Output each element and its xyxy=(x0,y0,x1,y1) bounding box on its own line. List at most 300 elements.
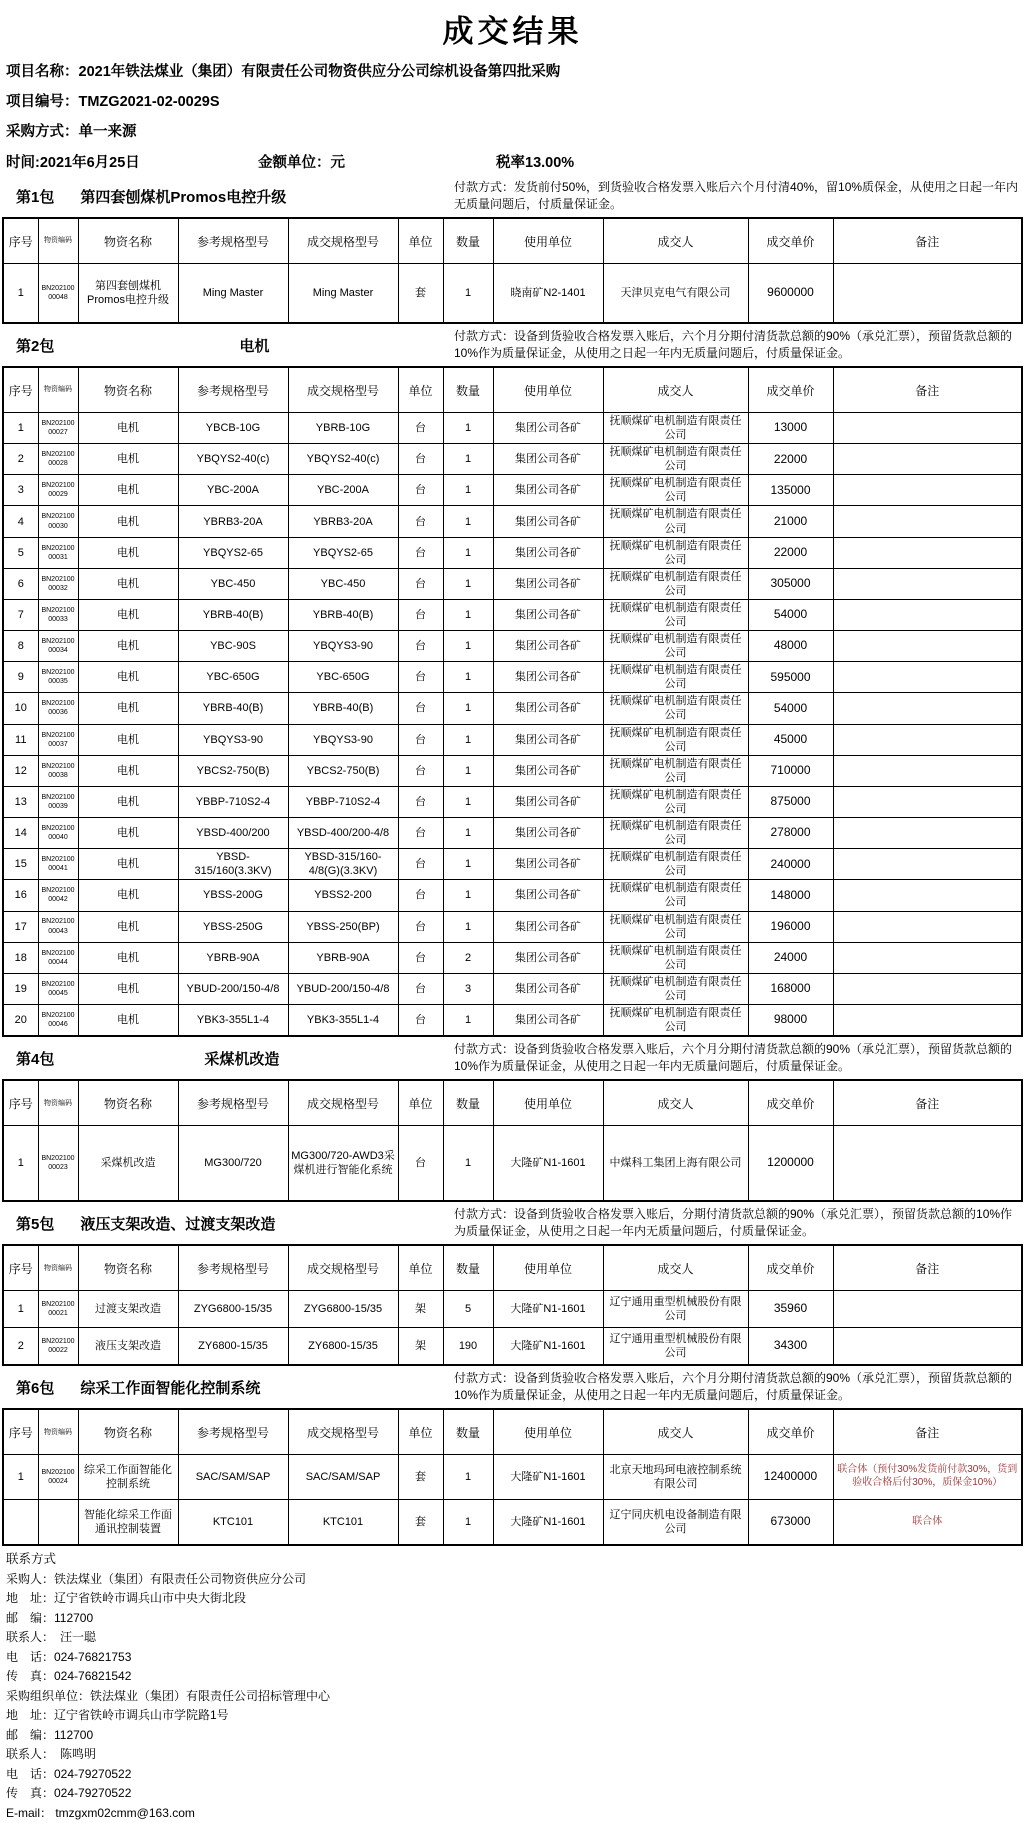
column-header: 成交人 xyxy=(603,1245,748,1291)
table-row xyxy=(3,506,1022,537)
cell-remark xyxy=(833,911,1022,942)
cell-qty: 1 xyxy=(443,693,493,724)
cell-ref-model: YBRB-40(B) xyxy=(178,693,288,724)
cell-seq: 1 xyxy=(3,1455,38,1500)
cell-material-name: 电机 xyxy=(78,724,178,755)
cell-user-unit: 晓南矿N2-1401 xyxy=(493,264,603,324)
cell-unit: 台 xyxy=(398,537,443,568)
cell-remark xyxy=(833,1126,1022,1202)
column-header: 数量 xyxy=(443,1409,493,1455)
cell-remark xyxy=(833,973,1022,1004)
cell-remark xyxy=(833,942,1022,973)
cell-winner: 抚顺煤矿电机制造有限责任公司 xyxy=(603,786,748,817)
cell-qty: 1 xyxy=(443,1004,493,1036)
table-row xyxy=(3,942,1022,973)
table-row xyxy=(3,568,1022,599)
cell-code: BN20210000023 xyxy=(38,1126,78,1202)
cell-price: 12400000 xyxy=(748,1455,833,1500)
cell-winner: 辽宁同庆机电设备制造有限公司 xyxy=(603,1500,748,1546)
cell-deal-model: SAC/SAM/SAP xyxy=(288,1455,398,1500)
cell-ref-model: YBK3-355L1-4 xyxy=(178,1004,288,1036)
cell-user-unit: 集团公司各矿 xyxy=(493,818,603,849)
project-number-label: 项目编号： xyxy=(6,94,79,110)
table-row xyxy=(3,724,1022,755)
cell-unit: 台 xyxy=(398,444,443,475)
cell-winner: 抚顺煤矿电机制造有限责任公司 xyxy=(603,755,748,786)
cell-remark xyxy=(833,1328,1022,1366)
contact-line: 传 真：024-76821542 xyxy=(6,1669,132,1684)
column-header: 成交人 xyxy=(603,1080,748,1126)
cell-material-name: 电机 xyxy=(78,818,178,849)
table-header-row xyxy=(3,1080,1022,1126)
cell-ref-model: KTC101 xyxy=(178,1500,288,1546)
cell-price: 54000 xyxy=(748,693,833,724)
column-header: 成交规格型号 xyxy=(288,1409,398,1455)
cell-qty: 1 xyxy=(443,1126,493,1202)
cell-seq: 9 xyxy=(3,662,38,693)
cell-winner: 中煤科工集团上海有限公司 xyxy=(603,1126,748,1202)
column-header: 成交规格型号 xyxy=(288,1080,398,1126)
cell-winner: 抚顺煤矿电机制造有限责任公司 xyxy=(603,631,748,662)
column-header: 使用单位 xyxy=(493,1080,603,1126)
cell-qty: 1 xyxy=(443,506,493,537)
cell-user-unit: 大隆矿N1-1601 xyxy=(493,1328,603,1366)
table-row xyxy=(3,444,1022,475)
contact-line: 邮 编：112700 xyxy=(6,1610,94,1625)
cell-material-name: 智能化综采工作面通讯控制装置 xyxy=(78,1500,178,1546)
cell-price: 22000 xyxy=(748,444,833,475)
column-header: 序号 xyxy=(3,1409,38,1455)
cell-seq: 2 xyxy=(3,1328,38,1366)
cell-unit: 台 xyxy=(398,724,443,755)
column-header: 数量 xyxy=(443,1080,493,1126)
cell-ref-model: YBC-200A xyxy=(178,475,288,506)
cell-user-unit: 集团公司各矿 xyxy=(493,724,603,755)
page-title: 成交结果 xyxy=(442,14,583,49)
cell-winner: 北京天地玛珂电液控制系统有限公司 xyxy=(603,1455,748,1500)
cell-remark xyxy=(833,1004,1022,1036)
column-header: 成交规格型号 xyxy=(288,218,398,264)
cell-ref-model: YBQYS2-65 xyxy=(178,537,288,568)
cell-material-name: 电机 xyxy=(78,942,178,973)
cell-winner: 抚顺煤矿电机制造有限责任公司 xyxy=(603,1004,748,1036)
column-header: 使用单位 xyxy=(493,1409,603,1455)
cell-deal-model: YBUD-200/150-4/8 xyxy=(288,973,398,1004)
cell-user-unit: 大隆矿N1-1601 xyxy=(493,1455,603,1500)
cell-qty: 1 xyxy=(443,911,493,942)
cell-user-unit: 集团公司各矿 xyxy=(493,475,603,506)
cell-qty: 1 xyxy=(443,755,493,786)
package-section-header xyxy=(2,1038,1023,1078)
cell-material-name: 电机 xyxy=(78,599,178,630)
cell-winner: 抚顺煤矿电机制造有限责任公司 xyxy=(603,818,748,849)
column-header: 备注 xyxy=(833,218,1022,264)
cell-winner: 抚顺煤矿电机制造有限责任公司 xyxy=(603,942,748,973)
table-row xyxy=(3,849,1022,880)
cell-seq: 8 xyxy=(3,631,38,662)
table-row xyxy=(3,662,1022,693)
cell-seq: 2 xyxy=(3,444,38,475)
procurement-method-label: 采购方式： xyxy=(6,124,79,140)
package-name: 液压支架改造、过渡支架改造 xyxy=(80,1215,276,1233)
cell-remark xyxy=(833,537,1022,568)
cell-material-name: 电机 xyxy=(78,1004,178,1036)
cell-deal-model: KTC101 xyxy=(288,1500,398,1546)
column-header: 备注 xyxy=(833,1409,1022,1455)
cell-code: BN20210000029 xyxy=(38,475,78,506)
cell-price: 45000 xyxy=(748,724,833,755)
cell-material-name: 电机 xyxy=(78,849,178,880)
package-title-group xyxy=(2,1048,454,1069)
cell-code: BN20210000038 xyxy=(38,755,78,786)
column-header: 备注 xyxy=(833,1245,1022,1291)
cell-user-unit: 集团公司各矿 xyxy=(493,942,603,973)
cell-ref-model: ZYG6800-15/35 xyxy=(178,1291,288,1328)
cell-code: BN20210000034 xyxy=(38,631,78,662)
cell-qty: 1 xyxy=(443,413,493,444)
cell-unit: 台 xyxy=(398,880,443,911)
column-header: 参考规格型号 xyxy=(178,218,288,264)
cell-winner: 抚顺煤矿电机制造有限责任公司 xyxy=(603,911,748,942)
cell-qty: 1 xyxy=(443,1455,493,1500)
cell-remark: 联合体（预付30%发货前付款30%，货到验收合格后付30%，质保金10%） xyxy=(833,1455,1022,1500)
table-row xyxy=(3,1455,1022,1500)
packages-container xyxy=(2,176,1023,1546)
table-row xyxy=(3,413,1022,444)
package-section-header xyxy=(2,1367,1023,1407)
project-number-value: TMZG2021-02-0029S xyxy=(78,94,220,110)
column-header: 成交人 xyxy=(603,218,748,264)
column-header: 成交单价 xyxy=(748,218,833,264)
contact-line: 地 址：辽宁省铁岭市调兵山市中央大街北段 xyxy=(6,1591,247,1606)
cell-winner: 抚顺煤矿电机制造有限责任公司 xyxy=(603,880,748,911)
cell-material-name: 采煤机改造 xyxy=(78,1126,178,1202)
cell-winner: 抚顺煤矿电机制造有限责任公司 xyxy=(603,537,748,568)
cell-user-unit: 集团公司各矿 xyxy=(493,755,603,786)
cell-material-name: 电机 xyxy=(78,755,178,786)
column-header: 单位 xyxy=(398,218,443,264)
cell-code: BN20210000048 xyxy=(38,264,78,324)
table-row xyxy=(3,1126,1022,1202)
cell-ref-model: YBRB-40(B) xyxy=(178,599,288,630)
cell-deal-model: YBC-200A xyxy=(288,475,398,506)
cell-ref-model: YBSD-400/200 xyxy=(178,818,288,849)
column-header: 参考规格型号 xyxy=(178,1409,288,1455)
column-header: 成交单价 xyxy=(748,1245,833,1291)
column-header: 成交人 xyxy=(603,1409,748,1455)
package-title-group xyxy=(2,1377,454,1398)
cell-code: BN20210000027 xyxy=(38,413,78,444)
cell-remark xyxy=(833,413,1022,444)
cell-qty: 1 xyxy=(443,1500,493,1546)
cell-seq: 20 xyxy=(3,1004,38,1036)
contact-line: 地 址：辽宁省铁岭市调兵山市学院路1号 xyxy=(6,1708,229,1723)
cell-unit: 台 xyxy=(398,506,443,537)
cell-code: BN20210000042 xyxy=(38,880,78,911)
cell-price: 135000 xyxy=(748,475,833,506)
cell-material-name: 电机 xyxy=(78,693,178,724)
package-name: 第四套刨煤机Promos电控升级 xyxy=(80,188,287,206)
cell-price: 13000 xyxy=(748,413,833,444)
table-header-row xyxy=(3,367,1022,413)
column-header: 使用单位 xyxy=(493,1245,603,1291)
cell-ref-model: YBQYS3-90 xyxy=(178,724,288,755)
package-label: 第1包 xyxy=(16,188,55,206)
cell-remark xyxy=(833,880,1022,911)
cell-code: BN20210000021 xyxy=(38,1291,78,1328)
cell-unit: 台 xyxy=(398,1004,443,1036)
cell-deal-model: YBCS2-750(B) xyxy=(288,755,398,786)
cell-qty: 3 xyxy=(443,973,493,1004)
cell-remark xyxy=(833,599,1022,630)
cell-material-name: 电机 xyxy=(78,911,178,942)
cell-user-unit: 集团公司各矿 xyxy=(493,444,603,475)
table-row xyxy=(3,755,1022,786)
cell-price: 48000 xyxy=(748,631,833,662)
package-section-header xyxy=(2,325,1023,365)
cell-user-unit: 集团公司各矿 xyxy=(493,973,603,1004)
cell-unit: 台 xyxy=(398,786,443,817)
cell-ref-model: YBSS-200G xyxy=(178,880,288,911)
results-table xyxy=(2,1244,1023,1366)
contact-heading: 联系方式 xyxy=(6,1552,57,1567)
cell-code: BN20210000032 xyxy=(38,568,78,599)
contact-line: 传 真：024-79270522 xyxy=(6,1786,132,1801)
cell-code: BN20210000035 xyxy=(38,662,78,693)
cell-winner: 抚顺煤矿电机制造有限责任公司 xyxy=(603,662,748,693)
table-row xyxy=(3,973,1022,1004)
table-row xyxy=(3,537,1022,568)
cell-unit: 套 xyxy=(398,264,443,324)
cell-winner: 抚顺煤矿电机制造有限责任公司 xyxy=(603,973,748,1004)
package-section-header xyxy=(2,176,1023,216)
cell-user-unit: 集团公司各矿 xyxy=(493,911,603,942)
cell-deal-model: ZY6800-15/35 xyxy=(288,1328,398,1366)
cell-seq: 1 xyxy=(3,1291,38,1328)
cell-price: 305000 xyxy=(748,568,833,599)
table-row xyxy=(3,786,1022,817)
column-header: 使用单位 xyxy=(493,367,603,413)
cell-unit: 台 xyxy=(398,755,443,786)
column-header: 成交单价 xyxy=(748,1409,833,1455)
payment-terms-text: 付款方式：设备到货验收合格发票入账后，六个月分期付清货款总额的90%（承兑汇票），预留货款总额的10%作为质量保证金，从使用之日起一年内无质量问题后，付质量保证金。 xyxy=(454,329,1013,360)
cell-remark xyxy=(833,662,1022,693)
package-label: 第2包 xyxy=(16,337,55,355)
cell-qty: 1 xyxy=(443,631,493,662)
cell-ref-model: YBRB3-20A xyxy=(178,506,288,537)
cell-price: 710000 xyxy=(748,755,833,786)
table-row xyxy=(3,1500,1022,1546)
column-header: 序号 xyxy=(3,1080,38,1126)
table-row xyxy=(3,631,1022,662)
cell-user-unit: 集团公司各矿 xyxy=(493,568,603,599)
cell-ref-model: ZY6800-15/35 xyxy=(178,1328,288,1366)
contact-line: E-mail： tmzgxm02cmm@163.com xyxy=(6,1805,195,1820)
table-header-row xyxy=(3,218,1022,264)
cell-price: 278000 xyxy=(748,818,833,849)
cell-deal-model: YBSD-400/200-4/8 xyxy=(288,818,398,849)
procurement-method-line xyxy=(6,120,1023,141)
cell-user-unit: 集团公司各矿 xyxy=(493,631,603,662)
table-row xyxy=(3,599,1022,630)
cell-unit: 台 xyxy=(398,818,443,849)
results-table xyxy=(2,217,1023,324)
cell-price: 1200000 xyxy=(748,1126,833,1202)
cell-code: BN20210000040 xyxy=(38,818,78,849)
cell-ref-model: YBC-90S xyxy=(178,631,288,662)
cell-unit: 台 xyxy=(398,973,443,1004)
cell-deal-model: YBQYS3-90 xyxy=(288,724,398,755)
cell-seq: 14 xyxy=(3,818,38,849)
column-header: 序号 xyxy=(3,367,38,413)
cell-code: BN20210000039 xyxy=(38,786,78,817)
column-header: 物资名称 xyxy=(78,1409,178,1455)
cell-unit: 台 xyxy=(398,662,443,693)
cell-winner: 抚顺煤矿电机制造有限责任公司 xyxy=(603,724,748,755)
cell-price: 54000 xyxy=(748,599,833,630)
contact-line: 电 话：024-79270522 xyxy=(6,1766,132,1781)
procurement-method-value: 单一来源 xyxy=(78,124,137,140)
cell-deal-model: MG300/720-AWD3采煤机进行智能化系统 xyxy=(288,1126,398,1202)
cell-code: BN20210000045 xyxy=(38,973,78,1004)
table-header-row xyxy=(3,1245,1022,1291)
tax-rate-text: 税率13.00% xyxy=(496,155,575,171)
cell-user-unit: 大隆矿N1-1601 xyxy=(493,1500,603,1546)
table-row xyxy=(3,1328,1022,1366)
meta-row xyxy=(6,151,1023,172)
cell-deal-model: YBSS2-200 xyxy=(288,880,398,911)
cell-ref-model: MG300/720 xyxy=(178,1126,288,1202)
cell-remark xyxy=(833,724,1022,755)
column-header: 使用单位 xyxy=(493,218,603,264)
cell-unit: 套 xyxy=(398,1455,443,1500)
cell-price: 24000 xyxy=(748,942,833,973)
cell-price: 673000 xyxy=(748,1500,833,1546)
table-row xyxy=(3,693,1022,724)
column-header: 参考规格型号 xyxy=(178,1080,288,1126)
cell-ref-model: YBQYS2-40(c) xyxy=(178,444,288,475)
cell-deal-model: YBRB3-20A xyxy=(288,506,398,537)
column-header: 单位 xyxy=(398,1245,443,1291)
cell-user-unit: 集团公司各矿 xyxy=(493,537,603,568)
payment-terms-text: 付款方式：设备到货验收合格发票入账后，六个月分期付清货款总额的90%（承兑汇票），预留货款总额的10%作为质量保证金，从使用之日起一年内无质量问题后，付质量保证金。 xyxy=(454,1042,1013,1074)
cell-qty: 1 xyxy=(443,475,493,506)
payment-terms-text: 付款方式：发货前付50%，到货验收合格发票入账后六个月付清40%，留10%质保金，从使用之日起一年内无质量问题后，付质量保证金。 xyxy=(454,180,1019,211)
cell-ref-model: Ming Master xyxy=(178,264,288,324)
cell-winner: 抚顺煤矿电机制造有限责任公司 xyxy=(603,506,748,537)
cell-user-unit: 集团公司各矿 xyxy=(493,413,603,444)
project-number-line xyxy=(6,90,1023,111)
cell-user-unit: 集团公司各矿 xyxy=(493,880,603,911)
cell-winner: 抚顺煤矿电机制造有限责任公司 xyxy=(603,849,748,880)
cell-unit: 台 xyxy=(398,911,443,942)
cell-winner: 抚顺煤矿电机制造有限责任公司 xyxy=(603,475,748,506)
cell-price: 875000 xyxy=(748,786,833,817)
table-row xyxy=(3,475,1022,506)
date-text: 时间:2021年6月25日 xyxy=(6,155,140,171)
cell-remark xyxy=(833,264,1022,324)
cell-seq: 6 xyxy=(3,568,38,599)
cell-remark xyxy=(833,755,1022,786)
cell-price: 595000 xyxy=(748,662,833,693)
column-header: 成交单价 xyxy=(748,367,833,413)
column-header: 物资编码 xyxy=(38,218,78,264)
column-header: 成交人 xyxy=(603,367,748,413)
cell-remark xyxy=(833,568,1022,599)
cell-material-name: 电机 xyxy=(78,662,178,693)
cell-unit: 台 xyxy=(398,1126,443,1202)
cell-material-name: 液压支架改造 xyxy=(78,1328,178,1366)
cell-seq: 7 xyxy=(3,599,38,630)
cell-ref-model: YBSD-315/160(3.3KV) xyxy=(178,849,288,880)
cell-unit: 台 xyxy=(398,942,443,973)
cell-price: 35960 xyxy=(748,1291,833,1328)
cell-seq: 3 xyxy=(3,475,38,506)
results-table xyxy=(2,366,1023,1037)
package-title-group xyxy=(2,1213,454,1234)
contact-line: 采购人：铁法煤业（集团）有限责任公司物资供应分公司 xyxy=(6,1571,307,1586)
cell-material-name: 电机 xyxy=(78,537,178,568)
cell-deal-model: YBRB-40(B) xyxy=(288,599,398,630)
cell-seq: 19 xyxy=(3,973,38,1004)
cell-user-unit: 大隆矿N1-1601 xyxy=(493,1291,603,1328)
cell-deal-model: YBC-650G xyxy=(288,662,398,693)
package-name: 综采工作面智能化控制系统 xyxy=(80,1379,261,1397)
cell-user-unit: 集团公司各矿 xyxy=(493,1004,603,1036)
cell-deal-model: YBQYS2-40(c) xyxy=(288,444,398,475)
cell-deal-model: YBRB-90A xyxy=(288,942,398,973)
cell-qty: 1 xyxy=(443,849,493,880)
column-header: 成交单价 xyxy=(748,1080,833,1126)
cell-code: BN20210000036 xyxy=(38,693,78,724)
cell-qty: 190 xyxy=(443,1328,493,1366)
cell-seq: 16 xyxy=(3,880,38,911)
table-row xyxy=(3,880,1022,911)
cell-material-name: 电机 xyxy=(78,413,178,444)
cell-qty: 1 xyxy=(443,264,493,324)
cell-qty: 1 xyxy=(443,537,493,568)
cell-deal-model: YBBP-710S2-4 xyxy=(288,786,398,817)
cell-user-unit: 集团公司各矿 xyxy=(493,849,603,880)
cell-price: 196000 xyxy=(748,911,833,942)
cell-price: 21000 xyxy=(748,506,833,537)
column-header: 成交规格型号 xyxy=(288,1245,398,1291)
cell-material-name: 电机 xyxy=(78,880,178,911)
cell-seq: 15 xyxy=(3,849,38,880)
package-title-group xyxy=(2,335,454,356)
contact-block xyxy=(6,1550,1023,1823)
column-header: 参考规格型号 xyxy=(178,1245,288,1291)
cell-qty: 1 xyxy=(443,724,493,755)
table-row xyxy=(3,1291,1022,1328)
column-header: 物资名称 xyxy=(78,218,178,264)
column-header: 序号 xyxy=(3,218,38,264)
cell-code: BN20210000041 xyxy=(38,849,78,880)
cell-remark xyxy=(833,506,1022,537)
cell-remark xyxy=(833,693,1022,724)
cell-deal-model: YBQYS3-90 xyxy=(288,631,398,662)
column-header: 单位 xyxy=(398,1080,443,1126)
cell-user-unit: 集团公司各矿 xyxy=(493,506,603,537)
cell-ref-model: YBC-650G xyxy=(178,662,288,693)
column-header: 单位 xyxy=(398,367,443,413)
cell-remark xyxy=(833,849,1022,880)
cell-user-unit: 集团公司各矿 xyxy=(493,693,603,724)
cell-ref-model: YBBP-710S2-4 xyxy=(178,786,288,817)
column-header: 序号 xyxy=(3,1245,38,1291)
cell-ref-model: YBUD-200/150-4/8 xyxy=(178,973,288,1004)
cell-winner: 天津贝克电气有限公司 xyxy=(603,264,748,324)
